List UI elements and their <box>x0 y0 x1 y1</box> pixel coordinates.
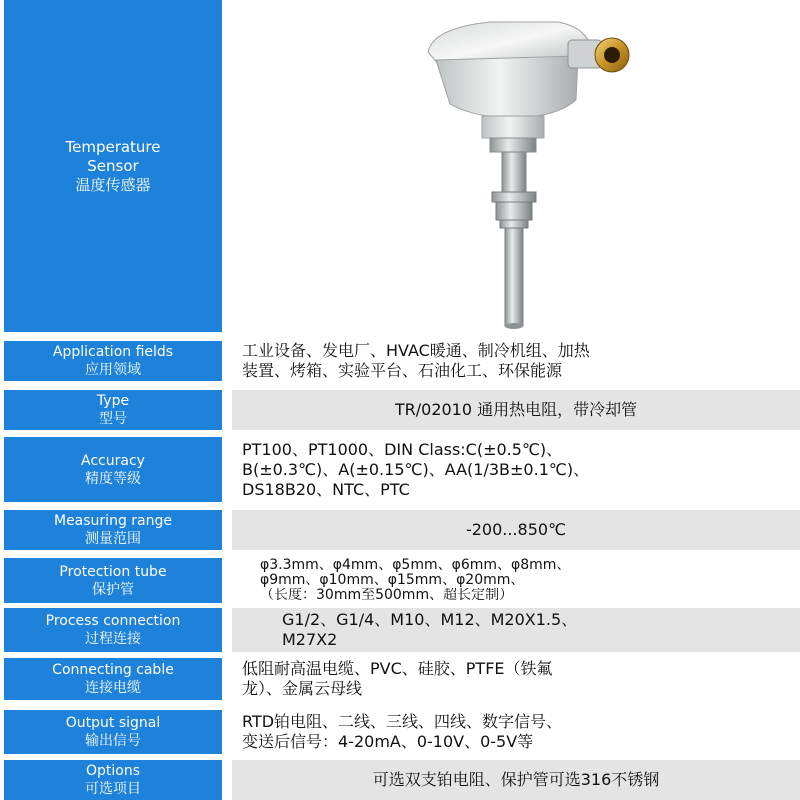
row-label <box>4 510 222 550</box>
value-line: DS18B20、NTC、PTC <box>242 479 410 499</box>
hero-label-en: Temperature Sensor <box>65 137 161 175</box>
value-line: （长度：30mm至500mm、超长定制） <box>260 588 514 603</box>
spec-row-connecting-cable <box>4 658 800 700</box>
row-label-cn: 型号 <box>99 411 127 427</box>
value-line: PT100、PT1000、DIN Class:C(±0.5℃)、 <box>242 439 563 459</box>
value-line: RTD铂电阻、二线、三线、四线、数字信号、 <box>242 712 563 731</box>
hero-label-block <box>4 0 222 332</box>
row-label-cn: 测量范围 <box>85 531 141 547</box>
row-value <box>232 658 800 700</box>
row-label-cn: 可选项目 <box>85 781 141 797</box>
value-line: 工业设备、发电厂、HVAC暖通、制冷机组、加热 <box>242 341 590 360</box>
value-line: 可选双支铂电阻、保护管可选316不锈钢 <box>372 770 660 789</box>
row-value <box>232 558 800 603</box>
spec-row-type <box>4 390 800 430</box>
value-line: -200...850℃ <box>465 520 567 539</box>
row-label <box>4 390 222 430</box>
row-value <box>232 608 800 652</box>
row-label-en: Output signal <box>65 715 161 731</box>
value-line: φ3.3mm、φ4mm、φ5mm、φ6mm、φ8mm、 <box>260 558 571 573</box>
sensor-product-image <box>228 0 800 335</box>
row-label-cn: 输出信号 <box>85 733 141 749</box>
row-value <box>232 390 800 430</box>
row-label-cn: 保护管 <box>92 581 134 598</box>
row-label-en: Connecting cable <box>52 662 174 678</box>
row-label-en: Measuring range <box>53 513 172 529</box>
row-label-cn: 连接电缆 <box>85 680 141 696</box>
row-value <box>232 341 800 381</box>
spec-row-protection-tube <box>4 558 800 603</box>
row-label-en: Type <box>96 393 130 409</box>
row-label <box>4 341 222 381</box>
row-label <box>4 558 222 603</box>
row-value <box>232 510 800 550</box>
spec-row-output-signal <box>4 710 800 754</box>
value-line: 低阻耐高温电缆、PVC、硅胶、PTFE（铁氟 <box>242 659 553 678</box>
value-line: 变送后信号：4-20mA、0-10V、0-5V等 <box>242 732 534 751</box>
row-label-en: Application fields <box>52 344 174 360</box>
row-label-en: Options <box>85 763 141 779</box>
row-label-cn: 精度等级 <box>85 470 141 487</box>
spec-row-accuracy <box>4 437 800 502</box>
hero-label-cn: 温度传感器 <box>75 175 151 194</box>
value-line: G1/2、G1/4、M10、M12、M20X1.5、 <box>282 610 578 629</box>
spec-row-options <box>4 760 800 800</box>
row-label <box>4 710 222 754</box>
spec-row-process-connection <box>4 608 800 652</box>
row-value <box>232 437 800 502</box>
value-line: B(±0.3℃)、A(±0.15℃)、AA(1/3B±0.1℃)、 <box>242 459 590 479</box>
value-line: TR/02010 通用热电阻，带冷却管 <box>394 400 638 419</box>
value-line: M27X2 <box>282 630 338 649</box>
row-label <box>4 608 222 652</box>
row-value <box>232 710 800 754</box>
spec-row-measuring-range <box>4 510 800 550</box>
temperature-sensor-illustration <box>228 0 800 335</box>
value-line: φ9mm、φ10mm、φ15mm、φ20mm、 <box>260 573 525 588</box>
row-label-en: Protection tube <box>59 563 167 580</box>
spec-row-application <box>4 341 800 381</box>
row-label-cn: 应用领域 <box>85 362 141 378</box>
row-value <box>232 760 800 800</box>
row-label-en: Process connection <box>45 613 181 629</box>
row-label <box>4 437 222 502</box>
value-line: 装置、烤箱、实验平台、石油化工、环保能源 <box>242 361 563 380</box>
value-line: 龙）、金属云母线 <box>242 679 363 698</box>
row-label <box>4 658 222 700</box>
row-label-en: Accuracy <box>81 452 145 469</box>
row-label <box>4 760 222 800</box>
row-label-cn: 过程连接 <box>85 631 141 647</box>
